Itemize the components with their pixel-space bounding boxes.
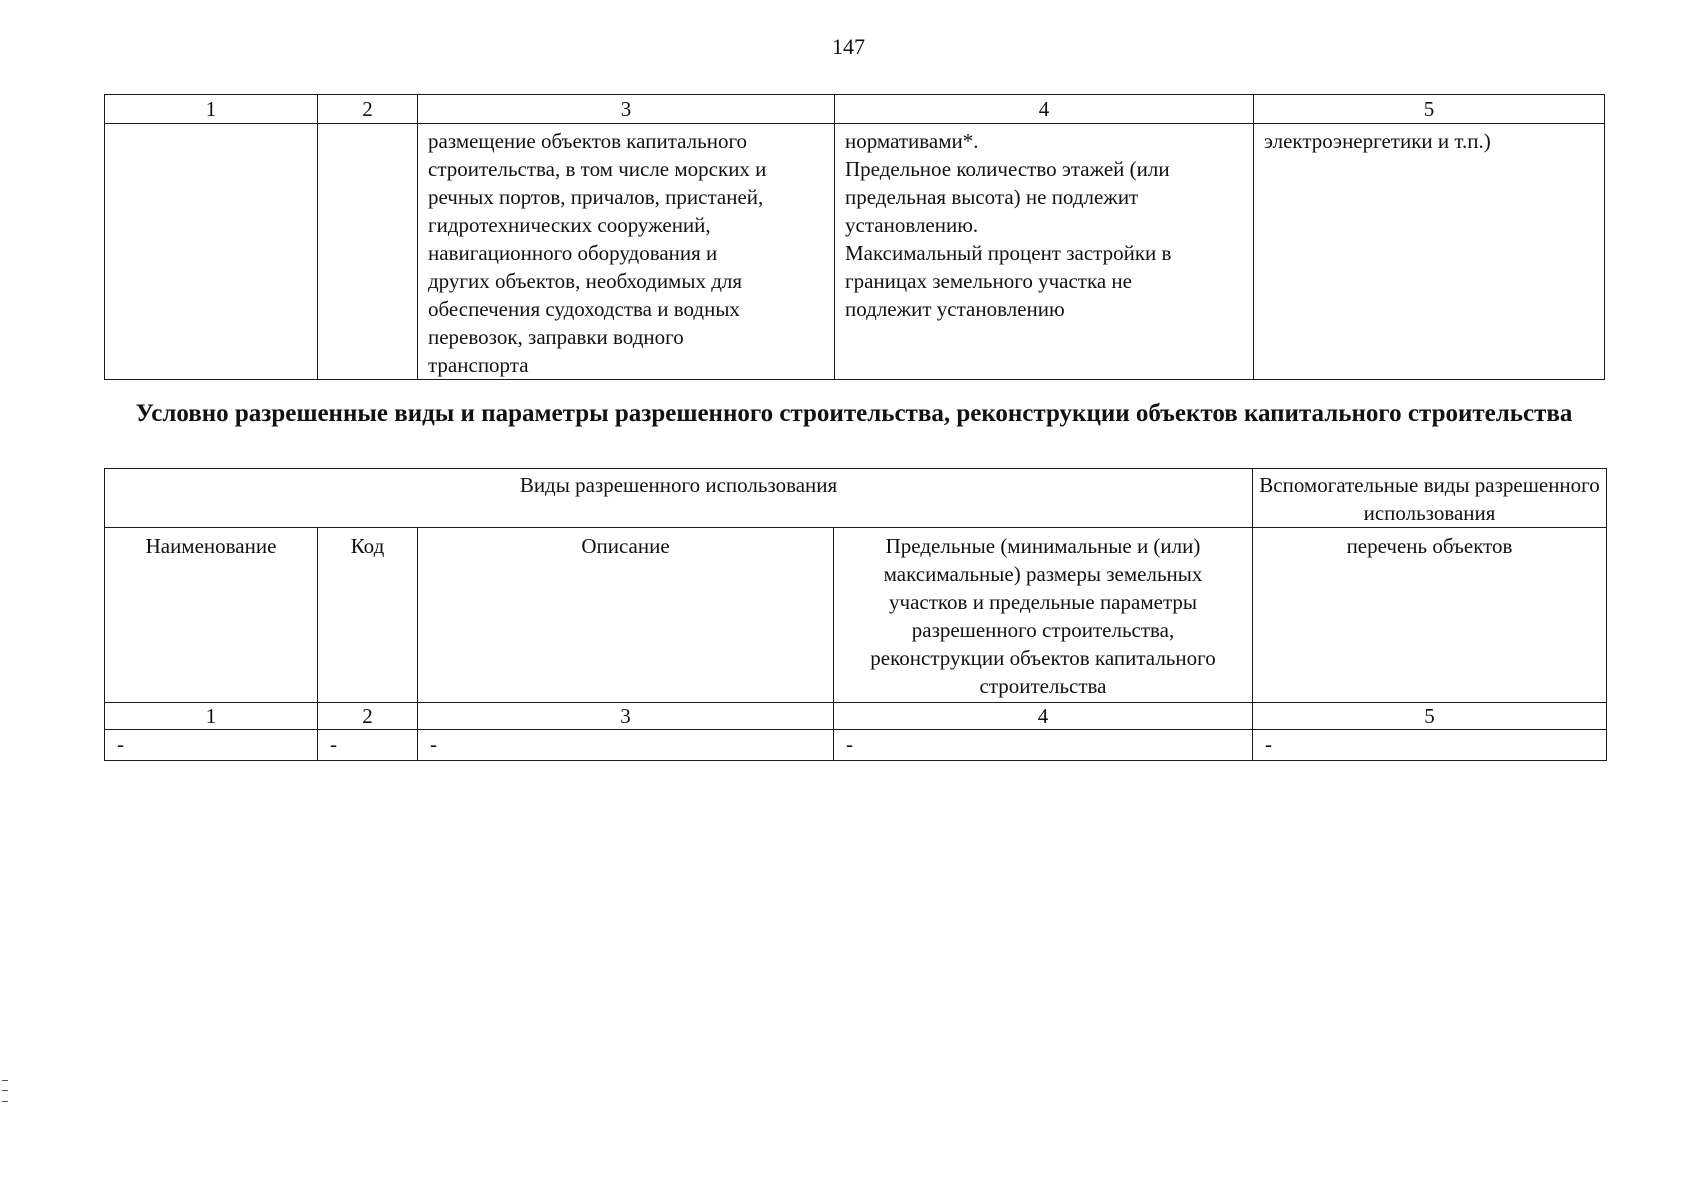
empty-cell: - bbox=[105, 730, 318, 761]
column-number-row bbox=[105, 703, 1607, 730]
section-title: Условно разрешенные виды и параметры разрешенного строительства, реконструкции объектов капитального строительства bbox=[135, 400, 1573, 427]
column-header-parameters: Предельные (минимальные и (или) максимальные) размеры земельных участков и предельные параметры разрешенного строительства, реконструкции объектов капитального строительства bbox=[834, 528, 1253, 703]
column-number: 5 bbox=[1253, 703, 1607, 730]
empty-cell: - bbox=[418, 730, 834, 761]
column-number-row bbox=[105, 95, 1605, 124]
table-row bbox=[105, 124, 1605, 380]
column-number: 2 bbox=[318, 703, 418, 730]
auxiliary-header: Вспомогательные виды разрешенного использования bbox=[1253, 469, 1607, 528]
page-number: 147 bbox=[832, 34, 865, 59]
column-number: 2 bbox=[318, 95, 418, 124]
empty-cell: - bbox=[318, 730, 418, 761]
column-header-description: Описание bbox=[418, 528, 834, 703]
column-number: 3 bbox=[418, 703, 834, 730]
empty-cell: - bbox=[834, 730, 1253, 761]
name-cell bbox=[105, 124, 318, 380]
column-number: 4 bbox=[834, 703, 1253, 730]
description-cell bbox=[418, 124, 835, 380]
description-text: размещение объектов капитального строительства, в том числе морских и речных портов, причалов, пристаней, гидротехнических сооружений, навигационного оборудования и других объектов, необходимых для обеспечения судоходства и водных перевозок, заправки водного транспорта bbox=[428, 129, 767, 377]
column-header-name: Наименование bbox=[105, 528, 318, 703]
empty-cell: - bbox=[1253, 730, 1607, 761]
column-number: 1 bbox=[105, 95, 318, 124]
scan-mark bbox=[2, 1080, 8, 1102]
continued-table bbox=[104, 94, 1605, 380]
column-header-code: Код bbox=[318, 528, 418, 703]
column-number: 5 bbox=[1254, 95, 1605, 124]
column-number: 4 bbox=[835, 95, 1254, 124]
parameters-text: нормативами*. Предельное количество этажей (или предельная высота) не подлежит установлению. Максимальный процент застройки в границах земельного участка не подлежит установлению bbox=[845, 129, 1172, 321]
code-cell bbox=[318, 124, 418, 380]
group-header: Виды разрешенного использования bbox=[105, 469, 1253, 528]
column-number: 1 bbox=[105, 703, 318, 730]
conditional-uses-table bbox=[104, 468, 1607, 761]
group-header-row bbox=[105, 469, 1607, 528]
column-header-row bbox=[105, 528, 1607, 703]
parameters-cell bbox=[835, 124, 1254, 380]
column-number: 3 bbox=[418, 95, 835, 124]
column-header-objects: перечень объектов bbox=[1253, 528, 1607, 703]
auxiliary-cell bbox=[1254, 124, 1605, 380]
auxiliary-text: электроэнергетики и т.п.) bbox=[1264, 129, 1491, 153]
table-row bbox=[105, 730, 1607, 761]
